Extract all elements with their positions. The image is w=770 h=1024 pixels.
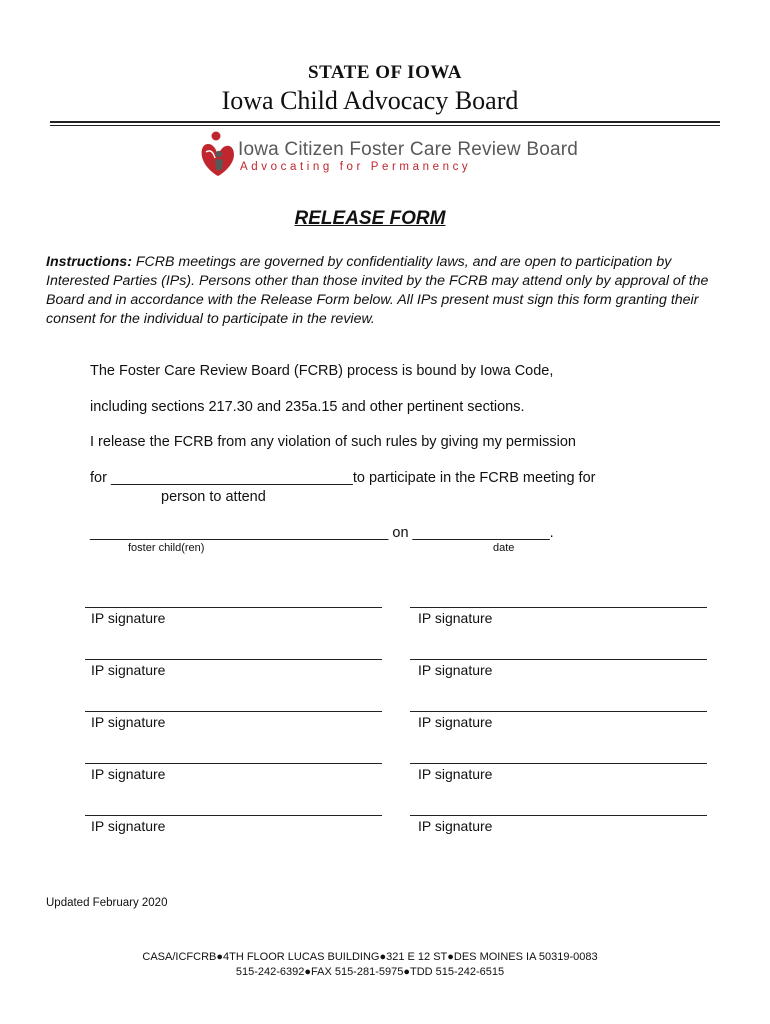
footer-phone: 515-242-6392●FAX 515-281-5975●TDD 515-242-6515: [235, 966, 505, 978]
instructions-text: FCRB meetings are governed by confidentiality laws, and are open to participation by Interested Parties (IPs). Persons other than those invited by the FCRB may attend only by approval of the Board and in accordance with the Release Form below. All IPs present must sign this form granting their consent for the individual to participate in the review.: [46, 254, 709, 327]
body-line-1: The Foster Care Review Board (FCRB) process is bound by Iowa Code,: [90, 363, 554, 379]
signature-line[interactable]: [410, 659, 707, 660]
footer-address: CASA/ICFCRB●4TH FLOOR LUCAS BUILDING●321 E 12 ST●DES MOINES IA 50319-0083: [142, 951, 598, 963]
signature-label: IP signature: [418, 818, 493, 834]
signature-label: IP signature: [418, 766, 493, 782]
signature-label: IP signature: [91, 818, 166, 834]
child-date-line[interactable]: _____________________________________ on _________________.: [90, 525, 554, 541]
logo-name: Iowa Citizen Foster Care Review Board: [238, 139, 579, 160]
family-logo-icon: [198, 130, 238, 178]
signature-label: IP signature: [91, 662, 166, 678]
instructions-label: Instructions:: [46, 254, 132, 270]
header-rule-thick: [50, 121, 720, 123]
date-caption: date: [493, 542, 515, 554]
child-caption: foster child(ren): [128, 542, 205, 554]
signature-line[interactable]: [85, 607, 382, 608]
body-line-3: I release the FCRB from any violation of such rules by giving my permission: [90, 434, 576, 450]
signature-line[interactable]: [410, 711, 707, 712]
person-caption: person to attend: [161, 489, 266, 505]
signature-label: IP signature: [91, 766, 166, 782]
logo-tagline: Advocating for Permanency: [240, 161, 472, 173]
permission-line[interactable]: for ______________________________to participate in the FCRB meeting for: [90, 470, 596, 486]
instructions: [46, 253, 726, 329]
signature-label: IP signature: [91, 714, 166, 730]
signature-label: IP signature: [418, 610, 493, 626]
form-title: RELEASE FORM: [294, 208, 446, 229]
signature-line[interactable]: [85, 711, 382, 712]
header-rule-thin: [50, 125, 720, 126]
signature-label: IP signature: [91, 610, 166, 626]
board-heading: Iowa Child Advocacy Board: [221, 86, 519, 115]
signature-line[interactable]: [410, 607, 707, 608]
signature-line[interactable]: [410, 763, 707, 764]
body-line-2: including sections 217.30 and 235a.15 and other pertinent sections.: [90, 399, 525, 415]
signature-label: IP signature: [418, 662, 493, 678]
updated-date: Updated February 2020: [46, 897, 168, 909]
signature-line[interactable]: [410, 815, 707, 816]
signature-line[interactable]: [85, 815, 382, 816]
state-heading: STATE OF IOWA: [308, 62, 462, 83]
signature-label: IP signature: [418, 714, 493, 730]
signature-line[interactable]: [85, 763, 382, 764]
signature-line[interactable]: [85, 659, 382, 660]
